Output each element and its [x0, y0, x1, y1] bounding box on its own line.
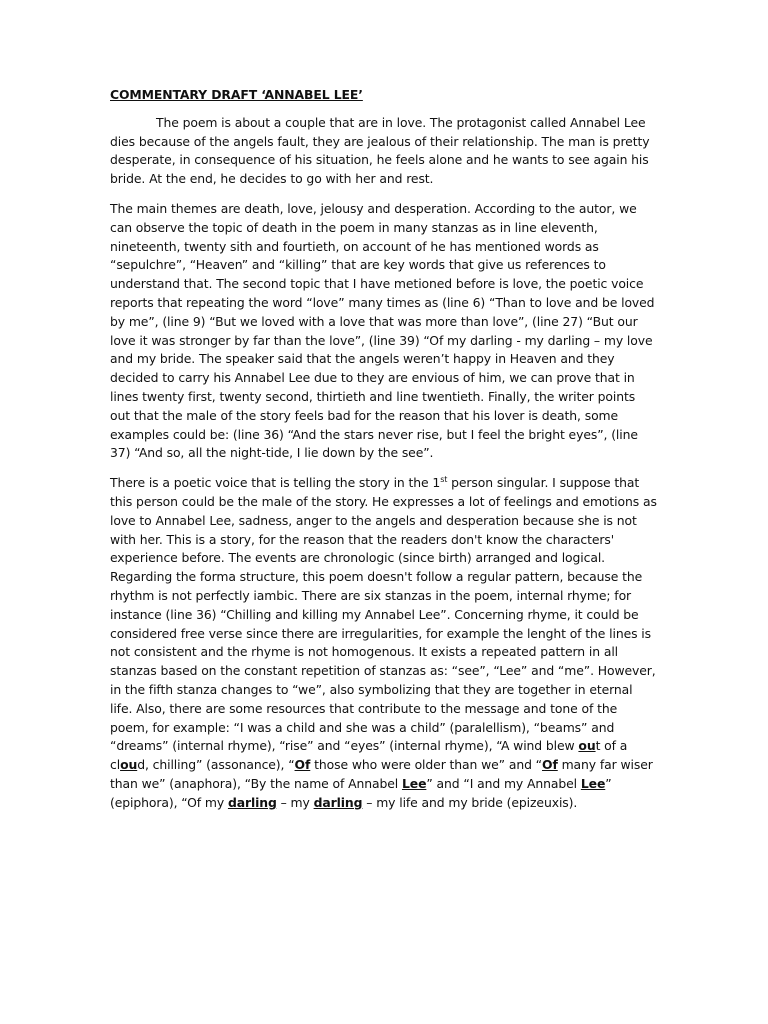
- underlined-emphasis: Lee: [580, 775, 606, 791]
- text-run: t of a cl: [110, 738, 628, 773]
- underlined-emphasis: ou: [578, 738, 596, 754]
- text-run: many far wiser than we” (anaphora), “By the name of Annabel: [110, 757, 653, 791]
- text-run: those who were older than we” and “: [310, 757, 543, 773]
- document-title: COMMENTARY DRAFT ‘ANNABEL LEE’: [110, 87, 363, 102]
- document-page: [110, 86, 658, 823]
- text-run: ” (epiphora), “Of my: [110, 775, 612, 810]
- text-run: ” and “I and my Annabel: [426, 775, 581, 791]
- paragraph-poetic-voice: [110, 474, 658, 812]
- text-run: There is a poetic voice that is telling the story in the 1: [110, 475, 441, 491]
- underlined-emphasis: darling: [227, 794, 277, 810]
- text-run: – my life and my bride (epizeuxis).: [362, 794, 578, 810]
- ordinal-suffix: st: [440, 475, 448, 485]
- text-run: d, chilling” (assonance), “: [137, 757, 295, 773]
- underlined-emphasis: ou: [120, 757, 138, 773]
- underlined-emphasis: Of: [294, 757, 311, 773]
- underlined-emphasis: Lee: [401, 775, 427, 791]
- text-run: – my: [276, 794, 314, 810]
- text-run: person singular. I suppose that this person could be the male of the story. He expresses a lot of feelings and emotions as love to Annabel Lee, sadness, anger to the angels and desperation because she is not with her. This is a story, for the reason that the readers don't know the characters' experience before. The events are chronologic (since birth) arranged and logical. Regarding the forma structure, this poem doesn't follow a regular pattern, because the rhythm is not perfectly iambic. There are six stanzas in the poem, internal rhyme; for instance (line 36) “Chilling and killing my Annabel Lee”. Concerning rhyme, it could be considered free verse since there are irregularities, for example the lenght of the lines is not consistent and the rhyme is not homogenous. It exists a repeated pattern in all stanzas based on the constant repetition of stanzas as: “see”, “Lee” and “me”. However, in the fifth stanza changes to “we”, also symbolizing that they are together in eternal life. Also, there are some resources that contribute to the message and tone of the poem, for example: “I was a child and she was a child” (paralellism), “beams” and “dreams” (internal rhyme), “rise” and “eyes” (internal rhyme), “A wind blew: [110, 475, 657, 754]
- paragraph-themes: The main themes are death, love, jelousy and desperation. According to the autor, we can observe the topic of death in the poem in many stanzas as in line eleventh, nineteenth, twenty sith and fourtieth, on account of he has mentioned words as “sepulchre”, “Heaven” and “killing” that are key words that give us references to understand that. The second topic that I have metioned before is love, the poetic voice reports that repeating the word “love” many times as (line 6) “Than to love and be loved by me”, (line 9) “But we loved with a love that was more than love”, (line 27) “But our love it was stronger by far than the love”, (line 39) “Of my darling - my darling – my love and my bride. The speaker said that the angels weren’t happy in Heaven and they decided to carry his Annabel Lee due to they are envious of him, we can prove that in lines twenty first, twenty second, thirtieth and line twentieth. Finally, the writer points out that the male of the story feels bad for the reason that his lover is death, some examples could be: (line 36) “And the stars never rise, but I feel the bright eyes”, (line 37) “And so, all the night-tide, I lie down by the see”.: [110, 200, 655, 461]
- underlined-emphasis: darling: [313, 794, 363, 810]
- paragraph-summary: The poem is about a couple that are in love. The protagonist called Annabel Lee dies because of the angels fault, they are jealous of their relationship. The man is pretty desperate, in consequence of his situation, he feels alone and he wants to see again his bride. At the end, he decides to go with her and rest.: [110, 114, 650, 187]
- underlined-emphasis: Of: [542, 757, 558, 773]
